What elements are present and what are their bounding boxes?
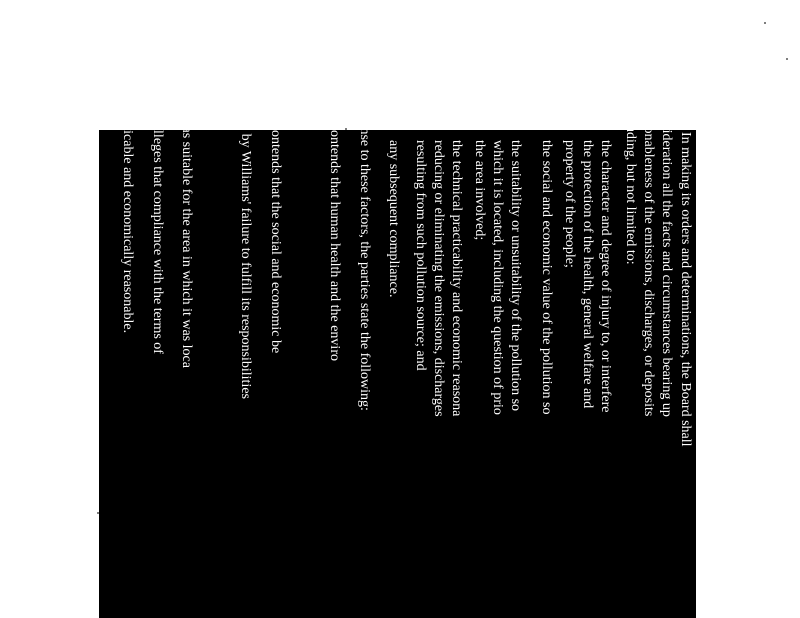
para1-line: In making its orders and determinations, the Board shall — [678, 132, 693, 447]
statement-number: 1. — [327, 12, 342, 23]
item-line: the suitability or unsuitability of the pollution so — [508, 140, 523, 412]
intro-line: In response to these factors, the parties state the following: — [357, 82, 372, 411]
item-line: reducing or eliminating the emissions, discharges — [431, 140, 446, 417]
item-line: the protection of the health, general welfare and — [580, 140, 595, 409]
item-line: the character and degree of injury to, or interfere — [598, 140, 613, 413]
item-line: resulting from such pollution source; and — [413, 140, 428, 371]
statement-line: Complainant contends that human health and the enviro — [327, 48, 342, 361]
item-number: 3. — [508, 104, 523, 115]
scan-speck — [764, 22, 766, 24]
statement-line: was technically practicable and economically reasonable. — [120, 12, 135, 334]
statement-line: Complainant alleges that compliance with the terms of — [150, 48, 165, 354]
scanned-page — [99, 12, 696, 618]
item-number: 1. — [598, 104, 613, 115]
statement-number: 2. — [268, 12, 283, 23]
para1-line: consideration all the facts and circumstances bearing up — [659, 104, 674, 417]
statement-line: Complainant contends that the social and economic be — [268, 48, 283, 354]
para1-line: reasonableness of the emissions, discharges, or deposits — [641, 104, 656, 417]
statement-line: The facility was suitable for the area in which it was loca — [179, 48, 194, 368]
item-line: which it is located, including the question of prio — [490, 140, 505, 415]
item-line: any subsequent compliance. — [386, 140, 401, 298]
statement-number: 4. — [150, 12, 165, 23]
rotated-text-block — [99, 12, 696, 618]
statement-line: Williams' violations. — [298, 12, 313, 128]
item-line: the technical practicability and economic reasona — [449, 140, 464, 417]
item-line: the area involved; — [472, 140, 487, 241]
scan-speck — [97, 512, 99, 514]
item-line: the social and economic value of the pollution so — [539, 140, 554, 415]
statement-number: 3. — [179, 12, 194, 23]
item-number: 4. — [449, 104, 464, 115]
item-number: 2. — [539, 104, 554, 115]
statement-line: facility were reduced by Williams' failure to fulfill its responsibilities — [238, 12, 253, 399]
statement-line: Regulations. — [209, 12, 224, 83]
item-line: property of the people; — [562, 140, 577, 268]
scan-speck — [345, 128, 347, 130]
item-number: 5. — [386, 104, 401, 115]
para1-line: including, but not limited to: — [623, 104, 638, 265]
scan-speck — [786, 58, 788, 60]
